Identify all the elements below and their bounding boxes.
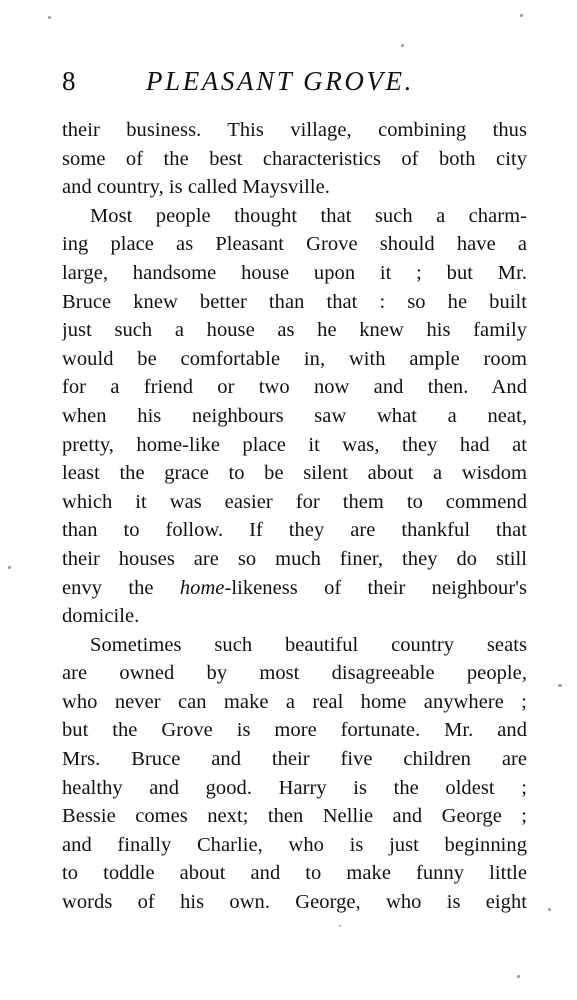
text-line: pretty, home-like place it was, they had at [62,433,527,456]
text-line: and country, is called Maysville. [62,176,330,199]
text-line: Bessie comes next; then Nellie and George ; [62,805,527,828]
scan-speck [401,44,404,47]
text-line: who never can make a real home anywhere ; [62,690,527,713]
scan-speck [8,566,11,569]
text-line: when his neighbours saw what a neat, [62,404,527,427]
text-line: large, handsome house upon it ; but Mr. [62,261,527,284]
scan-speck [520,14,523,17]
text-line: their houses are so much finer, they do still [62,547,527,570]
text-line: Most people thought that such a charm- [90,204,527,227]
body-text [62,116,527,917]
scan-speck [558,684,562,687]
text-line: Bruce knew better than that : so he built [62,290,527,313]
text-line: and finally Charlie, who is just beginning [62,833,527,856]
text-line: ing place as Pleasant Grove should have a [62,233,527,256]
text-line: to toddle about and to make funny little [62,862,527,885]
text-line: Mrs. Bruce and their five children are [62,748,527,771]
scan-speck [548,908,551,911]
text-line: would be comfortable in, with ample room [62,347,527,370]
text-fragment: -likeness of their neighbour's [224,576,527,599]
text-line: but the Grove is more fortunate. Mr. and [62,719,527,742]
emphasized-word: home [179,576,225,599]
scan-speck [517,975,520,978]
page-header [62,64,520,98]
text-line: domicile. [62,605,140,628]
text-fragment: envy the [62,576,180,599]
text-line: words of his own. George, who is eight [62,891,527,914]
running-title: PLEASANT GROVE. [146,66,414,96]
text-line: than to follow. If they are thankful that [62,519,527,542]
text-line: their business. This village, combining thus [62,119,527,141]
text-line: for a friend or two now and then. And [62,376,527,399]
scan-speck [339,925,341,927]
text-line: which it was easier for them to commend [62,490,527,513]
text-line: just such a house as he knew his family [62,319,527,342]
scan-speck [48,16,51,19]
page-number: 8 [62,66,76,96]
text-line: are owned by most disagreeable people, [62,662,527,685]
text-line: least the grace to be silent about a wisdom [62,462,527,485]
text-line: some of the best characteristics of both city [62,147,527,170]
text-line: healthy and good. Harry is the oldest ; [62,776,527,799]
text-line-with-emphasis [62,574,527,603]
text-line: Sometimes such beautiful country seats [90,633,527,656]
